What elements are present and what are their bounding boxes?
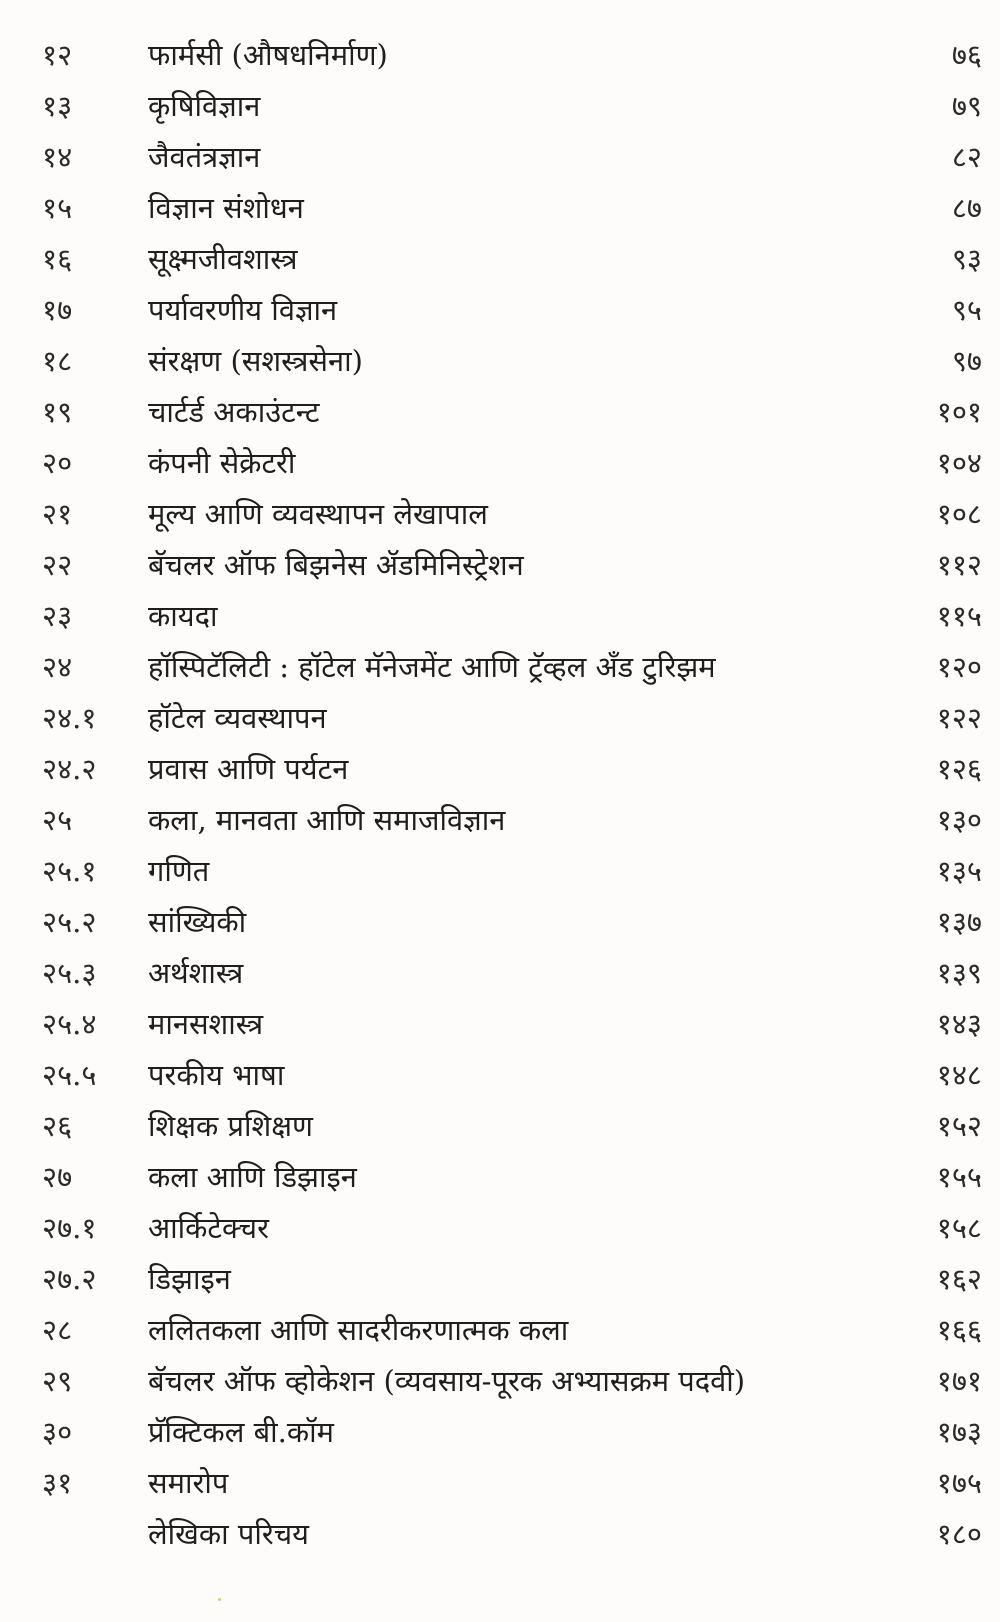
entry-page-number: १७३ — [936, 1415, 982, 1449]
entry-number: २४.१ — [42, 701, 97, 735]
toc-entry — [0, 387, 1000, 438]
entry-page-number: १२६ — [936, 752, 982, 786]
entry-title: हॉटेल व्यवस्थापन — [148, 701, 327, 735]
entry-title: संरक्षण (सशस्त्रसेना) — [148, 344, 363, 378]
entry-number: २६ — [42, 1109, 73, 1143]
toc-entry — [0, 1407, 1000, 1458]
toc-entry — [0, 1509, 1000, 1560]
entry-number: २८ — [42, 1313, 73, 1347]
entry-page-number: ७९ — [951, 89, 982, 123]
entry-page-number: १३९ — [936, 956, 982, 990]
entry-number: १५ — [42, 191, 73, 225]
entry-title: पर्यावरणीय विज्ञान — [148, 293, 338, 327]
entry-title: अर्थशास्त्र — [148, 956, 244, 990]
toc-entry — [0, 81, 1000, 132]
entry-page-number: १३५ — [936, 854, 982, 888]
toc-entry — [0, 1356, 1000, 1407]
toc-entry — [0, 744, 1000, 795]
entry-page-number: ७६ — [951, 38, 982, 72]
entry-page-number: १५५ — [936, 1160, 982, 1194]
toc-entry — [0, 642, 1000, 693]
entry-page-number: १६६ — [936, 1313, 982, 1347]
entry-title: कंपनी सेक्रेटरी — [148, 446, 296, 480]
toc-entry — [0, 948, 1000, 999]
toc-entry — [0, 336, 1000, 387]
toc-entry — [0, 234, 1000, 285]
entry-number: २४.२ — [42, 752, 97, 786]
toc-entry — [0, 132, 1000, 183]
entry-number: १६ — [42, 242, 73, 276]
toc-entry — [0, 1458, 1000, 1509]
entry-page-number: १७५ — [936, 1466, 982, 1500]
entry-page-number: १४८ — [936, 1058, 982, 1092]
entry-page-number: ११५ — [936, 599, 982, 633]
entry-number: १८ — [42, 344, 73, 378]
entry-title: विज्ञान संशोधन — [148, 191, 304, 225]
entry-title: डिझाइन — [148, 1262, 231, 1296]
toc-entry — [0, 285, 1000, 336]
entry-title: बॅचलर ऑफ बिझनेस ॲडमिनिस्ट्रेशन — [148, 548, 524, 582]
entry-title: चार्टर्ड अकाउंटन्ट — [148, 395, 320, 429]
entry-page-number: १०१ — [936, 395, 982, 429]
entry-title: कृषिविज्ञान — [148, 89, 261, 123]
toc-entry — [0, 438, 1000, 489]
entry-number: २५.१ — [42, 854, 97, 888]
toc-entry — [0, 897, 1000, 948]
entry-page-number: ९५ — [951, 293, 982, 327]
toc-entry — [0, 1101, 1000, 1152]
entry-page-number: १२२ — [936, 701, 982, 735]
toc-entry — [0, 795, 1000, 846]
entry-page-number: १०४ — [936, 446, 982, 480]
entry-page-number: ८२ — [951, 140, 982, 174]
entry-title: सूक्ष्मजीवशास्त्र — [148, 242, 298, 276]
toc-entry — [0, 999, 1000, 1050]
entry-number: २७.२ — [42, 1262, 97, 1296]
toc-entry — [0, 1050, 1000, 1101]
entry-number: १७ — [42, 293, 73, 327]
entry-number: २५.५ — [42, 1058, 97, 1092]
entry-number: १९ — [42, 395, 73, 429]
entry-title: कला, मानवता आणि समाजविज्ञान — [148, 803, 506, 837]
entry-title: परकीय भाषा — [148, 1058, 285, 1092]
paper-speck — [218, 1598, 221, 1601]
entry-page-number: १६२ — [936, 1262, 982, 1296]
entry-title: कायदा — [148, 599, 218, 633]
toc-entry — [0, 1152, 1000, 1203]
entry-title: ललितकला आणि सादरीकरणात्मक कला — [148, 1313, 569, 1347]
entry-number: २३ — [42, 599, 73, 633]
entry-number: १४ — [42, 140, 73, 174]
entry-number: २२ — [42, 548, 73, 582]
entry-page-number: १७१ — [936, 1364, 982, 1398]
toc-entry — [0, 846, 1000, 897]
entry-number: २९ — [42, 1364, 73, 1398]
entry-page-number: ९७ — [951, 344, 982, 378]
entry-number: २४ — [42, 650, 73, 684]
toc-entry — [0, 1254, 1000, 1305]
entry-number: १२ — [42, 38, 73, 72]
entry-number: २५ — [42, 803, 73, 837]
entry-title: सांख्यिकी — [148, 905, 247, 939]
entry-number: ३१ — [42, 1466, 73, 1500]
entry-number: २५.३ — [42, 956, 97, 990]
entry-number: २७ — [42, 1160, 73, 1194]
entry-title: मानसशास्त्र — [148, 1007, 264, 1041]
entry-number: १३ — [42, 89, 73, 123]
entry-page-number: १२० — [936, 650, 982, 684]
entry-page-number: १०८ — [936, 497, 982, 531]
entry-title: फार्मसी (औषधनिर्माण) — [148, 38, 388, 72]
toc-entry — [0, 30, 1000, 81]
entry-page-number: १५८ — [936, 1211, 982, 1245]
entry-title: बॅचलर ऑफ व्होकेशन (व्यवसाय-पूरक अभ्यासक्रम पदवी) — [148, 1364, 746, 1398]
entry-number: २५.४ — [42, 1007, 97, 1041]
toc-entry — [0, 693, 1000, 744]
entry-title: शिक्षक प्रशिक्षण — [148, 1109, 314, 1143]
entry-page-number: ९३ — [951, 242, 982, 276]
toc-entry — [0, 489, 1000, 540]
entry-page-number: १८० — [936, 1517, 982, 1551]
entry-page-number: १३७ — [936, 905, 982, 939]
entry-number: २७.१ — [42, 1211, 97, 1245]
entry-title: गणित — [148, 854, 210, 888]
entry-number: २५.२ — [42, 905, 97, 939]
entry-title: समारोप — [148, 1466, 229, 1500]
entry-title: हॉस्पिटॅलिटी : हॉटेल मॅनेजमेंट आणि ट्रॅव्हल अँड टुरिझम — [148, 650, 716, 684]
entry-title: जैवतंत्रज्ञान — [148, 140, 261, 174]
entry-number: ३० — [42, 1415, 73, 1449]
entry-title: मूल्य आणि व्यवस्थापन लेखापाल — [148, 497, 488, 531]
entry-page-number: १३० — [936, 803, 982, 837]
entry-title: कला आणि डिझाइन — [148, 1160, 357, 1194]
entry-page-number: १५२ — [936, 1109, 982, 1143]
entry-title: प्रॅक्टिकल बी.कॉम — [148, 1415, 334, 1449]
entry-number: २० — [42, 446, 73, 480]
entry-title: प्रवास आणि पर्यटन — [148, 752, 349, 786]
toc-entry — [0, 540, 1000, 591]
entry-page-number: ११२ — [936, 548, 982, 582]
entry-number: २१ — [42, 497, 73, 531]
entry-title: लेखिका परिचय — [148, 1517, 309, 1551]
entry-page-number: ८७ — [951, 191, 982, 225]
toc-entry — [0, 1305, 1000, 1356]
entry-title: आर्किटेक्चर — [148, 1211, 269, 1245]
toc-entry — [0, 183, 1000, 234]
table-of-contents — [0, 30, 1000, 1560]
toc-entry — [0, 591, 1000, 642]
toc-entry — [0, 1203, 1000, 1254]
entry-page-number: १४३ — [936, 1007, 982, 1041]
